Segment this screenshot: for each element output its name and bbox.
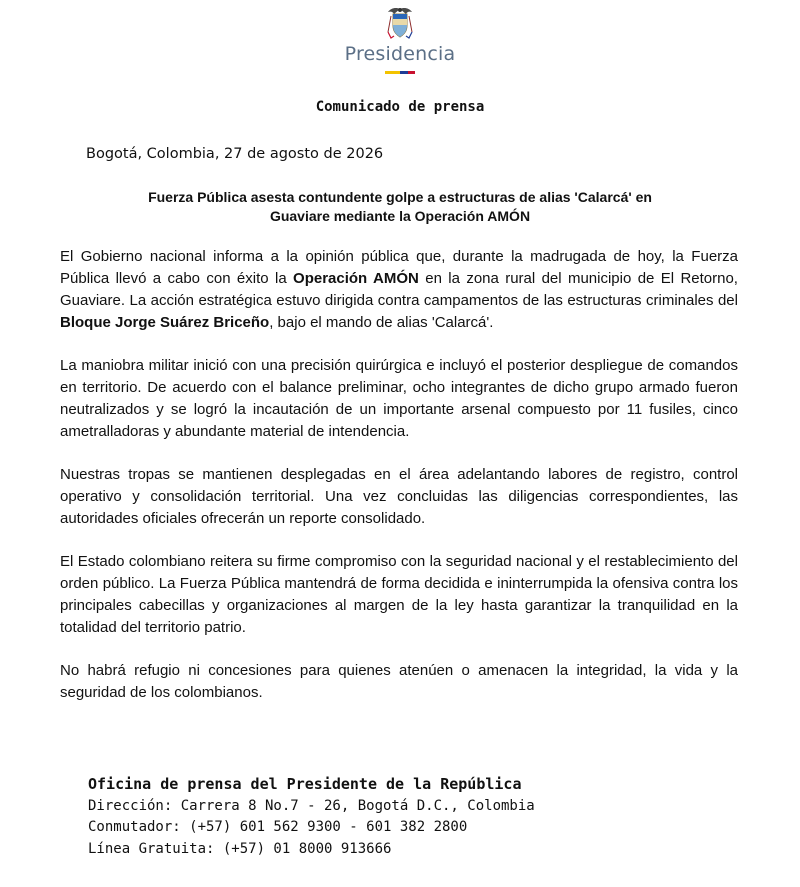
brand-wordmark: Presidencia [344,43,456,65]
headline-line-1: Fuerza Pública asesta contundente golpe a estructuras de alias 'Calarcá' en [148,189,652,205]
bloque-name: Bloque Jorge Suárez Briceño [60,314,270,331]
flag-stripe [385,71,415,74]
paragraph-5: No habrá refugio ni concesiones para quienes atenúen o amenacen la integridad, la vida y la seguridad de los colombianos. [60,662,738,701]
headline [60,188,740,226]
paragraph-1-text-b: en la zona rural del municipio de El Retorno, Guaviare. La acción estratégica estuvo dirigida contra campamentos de las estructuras criminales del [60,270,738,309]
paragraph-1-text-a: El Gobierno nacional informa a la opinión pública que, durante la madrugada de hoy, la Fuerza Pública llevó a cabo con éxito la [60,248,738,287]
paragraph-4: El Estado colombiano reitera su firme compromiso con la seguridad nacional y el restablecimiento del orden público. La Fuerza Pública mantendrá de forma decidida e ininterrumpida la ofensiva contra los principales cabecillas y organizaciones al margen de la ley hasta garantizar la tranquilidad en la totalidad del territorio patrio. [60,553,738,636]
office-name: Oficina de prensa del Presidente de la República [88,775,522,793]
office-address: Dirección: Carrera 8 No.7 - 26, Bogotá D.C., Colombia [88,797,535,814]
letterhead [0,6,800,74]
headline-line-2: Guaviare mediante la Operación AMÓN [269,208,531,224]
office-toll-free: Línea Gratuita: (+57) 01 8000 913666 [88,840,392,857]
paragraph-1 [60,246,738,334]
operation-name: Operación AMÓN [293,270,419,287]
paragraph-1-text-c: , bajo el mando de alias 'Calarcá'. [269,314,494,331]
dateline: Bogotá, Colombia, 27 de agosto de 2026 [86,146,384,162]
paragraph-2: La maniobra militar inició con una precisión quirúrgica e incluyó el posterior despliegue de comandos en territorio. De acuerdo con el balance preliminar, ocho integrantes de dicho grupo armado fueron neutralizados y se logró la incautación de un importante arsenal compuesto por 11 fusiles, cinco ametralladoras y abundante material de intendencia. [60,357,738,440]
press-release-body [60,246,738,704]
office-switchboard: Conmutador: (+57) 601 562 9300 - 601 382 2800 [88,819,468,835]
contact-footer [88,774,535,860]
colombia-coat-of-arms-icon [385,6,415,40]
paragraph-3: Nuestras tropas se mantienen desplegadas en el área adelantando labores de registro, control operativo y consolidación territorial. Una vez concluidas las diligencias correspondientes, las autoridades oficiales ofrecerán un reporte consolidado. [60,466,738,527]
document-type: Comunicado de prensa [315,99,485,115]
